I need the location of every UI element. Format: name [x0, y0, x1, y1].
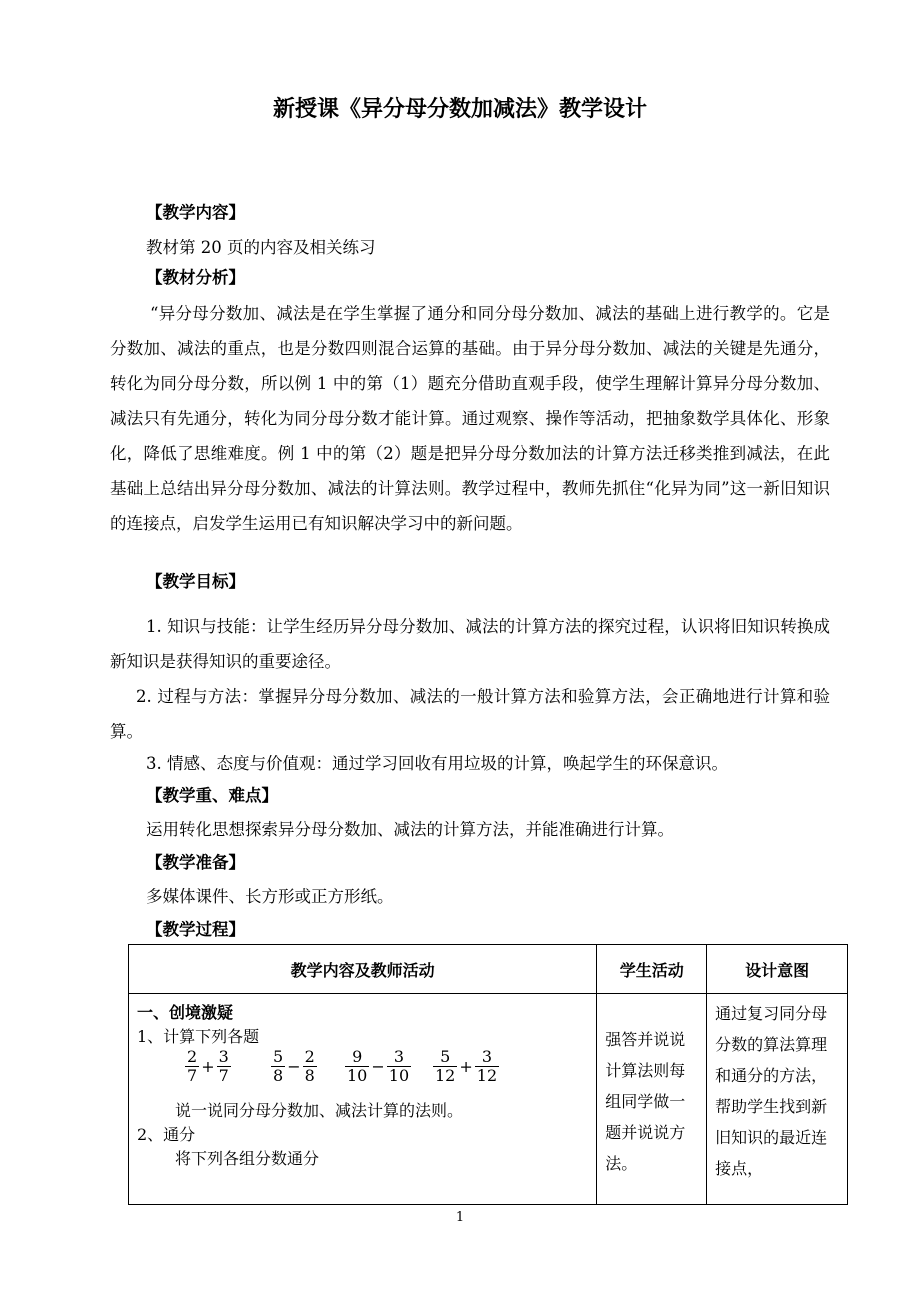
- goals-heading: 【教学目标】: [146, 572, 245, 591]
- process-table: [128, 944, 848, 1205]
- item-2: 2、通分: [137, 1125, 196, 1144]
- header-intent: 设计意图: [707, 945, 848, 994]
- process-heading: 【教学过程】: [146, 920, 245, 939]
- prep-text: 多媒体课件、长方形或正方形纸。: [146, 887, 394, 906]
- rule-prompt: 说一说同分母分数加、减法计算的法则。: [175, 1101, 464, 1120]
- content-text: 教材第 20 页的内容及相关练习: [146, 238, 376, 257]
- fraction-exercises: [185, 1048, 545, 1088]
- goal-1: 1. 知识与技能：让学生经历异分母分数加、减法的计算方法的探究过程，认识将旧知识转换成新知识是获得知识的重要途径。: [110, 617, 830, 671]
- item-2-text: 将下列各组分数通分: [175, 1149, 320, 1168]
- table-header-row: [129, 945, 848, 994]
- analysis-paragraph: “异分母分数加、减法是在学生掌握了通分和同分母分数加、减法的基础上进行教学的。它是分数加、减法的重点，也是分数四则混合运算的基础。由于异分母分数加、减法的关键是先通分，转化为同分母分数，所以例 1 中的第（1）题充分借助直观手段，使学生理解计算异分母分数加、减法只有先通分，转化为同分母分数才能计算。通过观察、操作等活动，把抽象数学具体化、形象化，降低了思维难度。例 1 中的第（2）题是把异分母分数加法的计算方法迁移类推到减法，在此基础上总结出异分母分数加、减法的计算法则。教学过程中，教师先抓住“化异为同”这一新旧知识的连接点，启发学生运用已有知识解决学习中的新问题。: [110, 304, 830, 533]
- fraction-expr: $\frac{5}{8}$ − $\frac{2}{8}$: [273, 1047, 315, 1085]
- goal-2: 2. 过程与方法：掌握异分母分数加、减法的一般计算方法和验算方法，会正确地进行计算和验算。: [110, 687, 830, 741]
- section-title: 一、创境激疑: [137, 1003, 234, 1022]
- header-student: 学生活动: [597, 945, 707, 994]
- key-text: 运用转化思想探索异分母分数加、减法的计算方法，并能准确进行计算。: [146, 820, 674, 839]
- table-row: [129, 994, 848, 1205]
- analysis-heading: 【教材分析】: [146, 268, 245, 287]
- item-1: 1、计算下列各题: [137, 1027, 260, 1046]
- fraction-expr: $\frac{2}{7}$ + $\frac{3}{7}$: [187, 1047, 229, 1085]
- goal-3: 3. 情感、态度与价值观：通过学习回收有用垃圾的计算，唤起学生的环保意识。: [146, 754, 728, 773]
- key-heading: 【教学重、难点】: [146, 786, 278, 805]
- prep-heading: 【教学准备】: [146, 853, 245, 872]
- fraction-expr: $\frac{5}{12}$ + $\frac{3}{12}$: [435, 1047, 498, 1085]
- fraction-expr: $\frac{9}{10}$ − $\frac{3}{10}$: [347, 1047, 410, 1085]
- page-number: 1: [455, 1210, 465, 1225]
- cell-design-intent: 通过复习同分母分数的算法算理和通分的方法，帮助学生找到新旧知识的最近连接点，: [707, 994, 848, 1205]
- content-heading: 【教学内容】: [146, 203, 245, 222]
- page-title: 新授课《异分母分数加减法》教学设计: [272, 97, 647, 122]
- cell-student-activity: 强答并说说计算法则每组同学做一题并说说方法。: [597, 994, 707, 1205]
- cell-teacher-activity: [129, 994, 597, 1205]
- header-content: 教学内容及教师活动: [129, 945, 597, 994]
